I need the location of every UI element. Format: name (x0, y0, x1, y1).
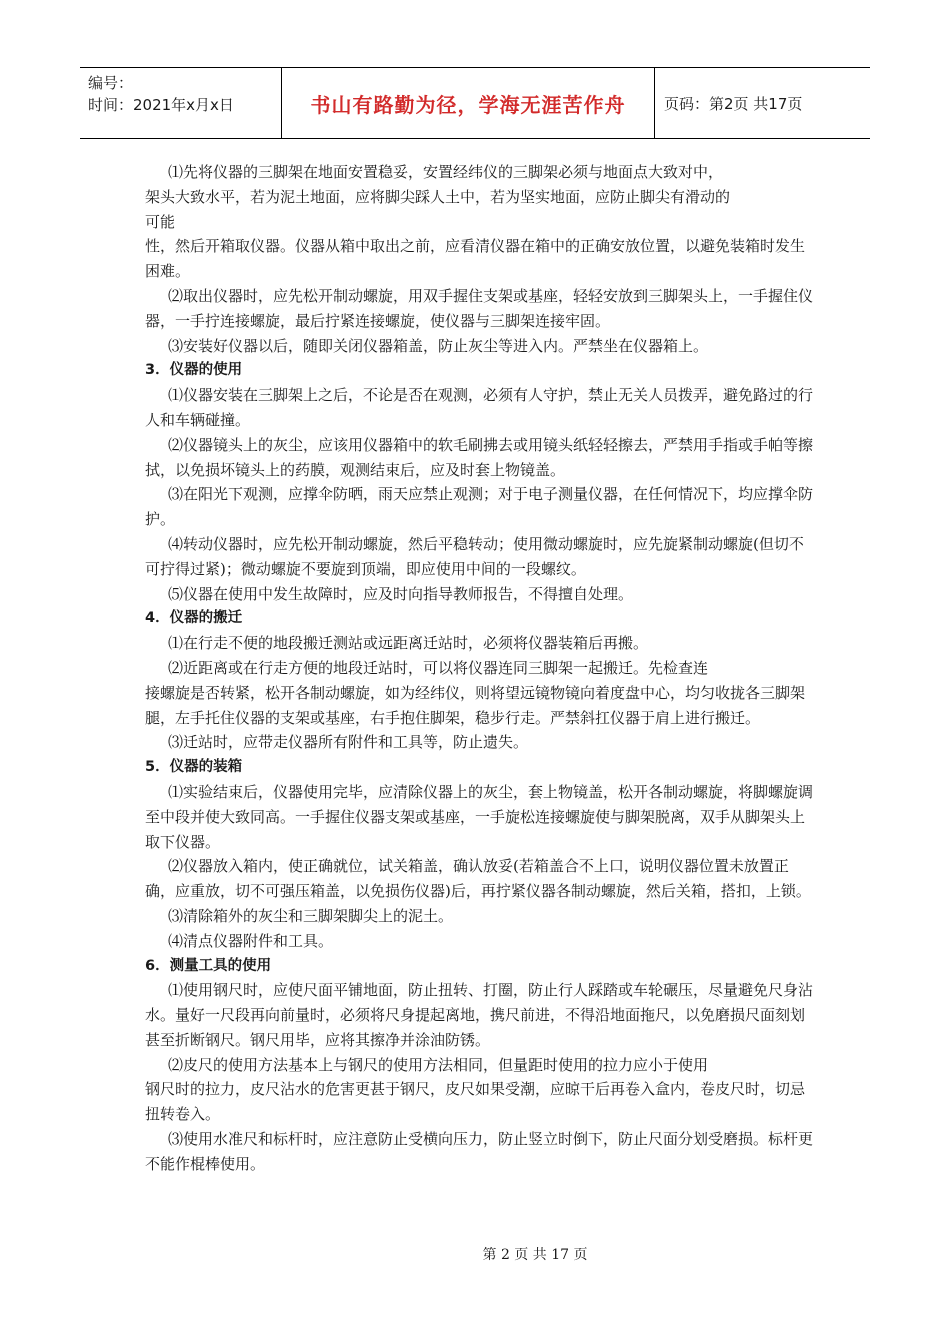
document-body (145, 160, 815, 1177)
footer-page-number: 第 2 页 共 17 页 (482, 1247, 588, 1263)
number-label: 编号： (88, 74, 134, 92)
paragraph: ⑴仪器安装在三脚架上之后，不论是否在观测，必须有人守护，禁止无关人员拨弄，避免路过的行人和车辆碰撞。 (145, 386, 814, 429)
section-heading: 3．仪器的使用 (145, 362, 243, 379)
section-heading: 6．测量工具的使用 (145, 957, 272, 974)
header-page-info: 页码：第2页 共17页 (664, 94, 803, 113)
paragraph: ⑴先将仪器的三脚架在地面安置稳妥，安置经纬仪的三脚架必须与地面点大致对中， (168, 163, 724, 181)
date-label: 时间：2021年x月x日 (88, 96, 234, 114)
paragraph: ⑵近距离或在行走方便的地段迁站时，可以将仪器连同三脚架一起搬迁。先检查连 (168, 658, 709, 677)
paragraph: ⑵皮尺的使用方法基本上与钢尺的使用方法相同，但量距时使用的拉力应小于使用 (168, 1055, 709, 1074)
paragraph: ⑶安装好仪器以后，随即关闭仪器箱盖，防止灰尘等进入内。严禁坐在仪器箱上。 (168, 336, 709, 355)
section-heading: 4．仪器的搬迁 (145, 610, 243, 627)
paragraph: 性，然后开箱取仪器。仪器从箱中取出之前，应看清仪器在箱中的正确安放位置，以避免装箱时发生困难。 (145, 237, 806, 281)
page-footer (0, 1244, 950, 1264)
paragraph: ⑵仪器放入箱内，使正确就位，试关箱盖，确认放妥(若箱盖合不上口，说明仪器位置未放置正确，应重放，切不可强压箱盖，以免损伤仪器)后，再拧紧仪器各制动螺旋，然后关箱，搭扣，上锁。 (145, 857, 811, 901)
paragraph: ⑶迁站时，应带走仪器所有附件和工具等，防止遗失。 (168, 733, 529, 752)
paragraph: ⑷清点仪器附件和工具。 (168, 931, 334, 950)
paragraph: ⑶清除箱外的灰尘和三脚架脚尖上的泥土。 (168, 906, 454, 925)
paragraph: 钢尺时的拉力，皮尺沾水的危害更甚于钢尺，皮尺如果受潮，应晾干后再卷入盒内，卷皮尺时，切忌扭转卷入。 (145, 1080, 806, 1124)
paragraph: 接螺旋是否转紧，松开各制动螺旋，如为经纬仪，则将望远镜物镜向着度盘中心，均匀收拢各三脚架腿，左手托住仪器的支架或基座，右手抱住脚架，稳步行走。严禁斜扛仪器于肩上进行搬迁。 (145, 683, 806, 727)
paragraph: 可能 (145, 212, 176, 231)
paragraph: 架头大致水平，若为泥土地面，应将脚尖踩人土中，若为坚实地面，应防止脚尖有滑动的 (145, 187, 731, 206)
header-motto: 书山有路勤为径，学海无涯苦作舟 (282, 68, 655, 138)
paragraph: ⑸仪器在使用中发生故障时，应及时向指导教师报告，不得擅自处理。 (168, 584, 634, 603)
paragraph: ⑵取出仪器时，应先松开制动螺旋，用双手握住支架或基座，轻轻安放到三脚架头上，一手握住仪器，一手拧连接螺旋，最后拧紧连接螺旋，使仪器与三脚架连接牢固。 (145, 286, 814, 330)
page-header (80, 67, 870, 139)
paragraph: ⑵仪器镜头上的灰尘，应该用仪器箱中的软毛刷拂去或用镜头纸轻轻擦去，严禁用手指或手帕等擦拭，以免损坏镜头上的药膜，观测结束后，应及时套上物镜盖。 (145, 435, 814, 479)
header-meta-cell (80, 68, 282, 138)
paragraph: ⑴在行走不便的地段搬迁测站或远距离迁站时，必须将仪器装箱后再搬。 (168, 634, 649, 653)
paragraph: ⑶在阳光下观测，应撑伞防晒，雨天应禁止观测；对于电子测量仪器，在任何情况下，均应撑伞防护。 (145, 485, 814, 529)
section-heading: 5．仪器的装箱 (145, 759, 243, 776)
paragraph: ⑶使用水准尺和标杆时，应注意防止受横向压力，防止竖立时倒下，防止尺面分划受磨损。标杆更不能作棍棒使用。 (145, 1130, 814, 1173)
paragraph: ⑷转动仪器时，应先松开制动螺旋，然后平稳转动；使用微动螺旋时，应先旋紧制动螺旋(但切不可拧得过紧)；微动螺旋不要旋到顶端，即应使用中间的一段螺纹。 (145, 534, 804, 578)
paragraph: ⑴使用钢尺时，应使尺面平铺地面，防止扭转、打圈，防止行人踩踏或车轮碾压，尽量避免尺身沾水。量好一尺段再向前量时，必须将尺身提起离地，携尺前进，不得沿地面拖尺，以免磨损尺面刻划甚至折断钢尺。钢尺用毕，应将其擦净并涂油防锈。 (145, 981, 814, 1049)
paragraph: ⑴实验结束后，仪器使用完毕，应清除仪器上的灰尘，套上物镜盖，松开各制动螺旋，将脚螺旋调至中段并使大致同高。一手握住仪器支架或基座，一手旋松连接螺旋使与脚架脱离，双手从脚架头上取下仪器。 (145, 782, 814, 851)
